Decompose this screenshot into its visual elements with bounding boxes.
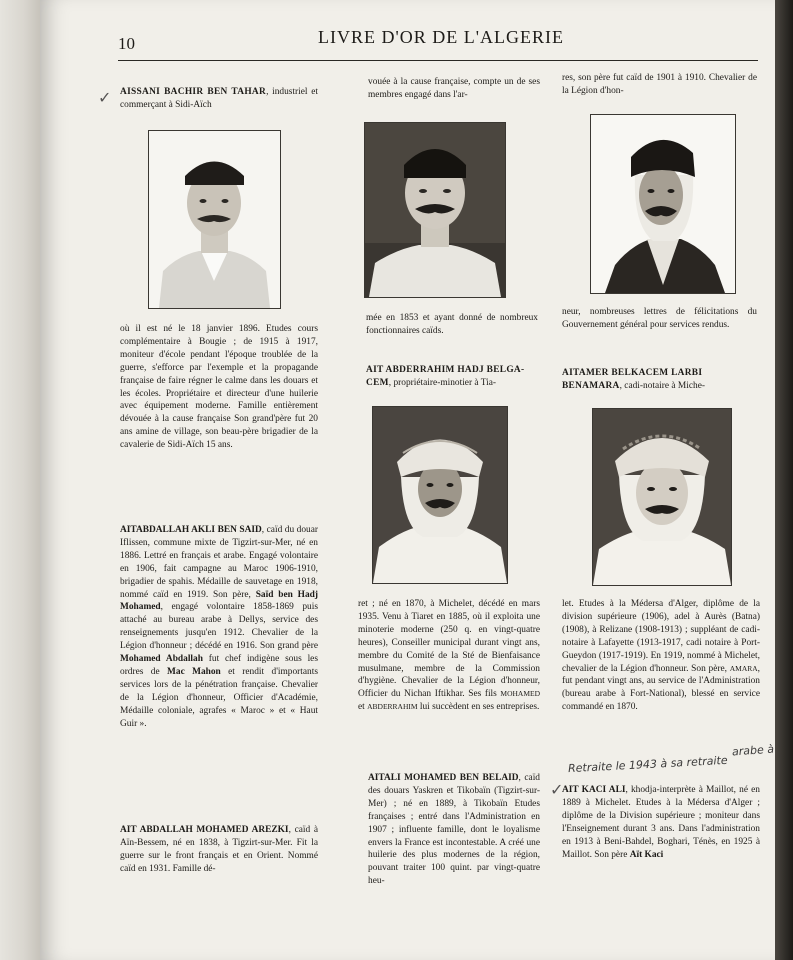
handwritten-note-arabe: arabe à [731, 742, 775, 759]
entry-heading-aissani [120, 86, 318, 112]
entry-name-line2: CEM [366, 377, 389, 388]
page-number: 10 [118, 34, 135, 53]
running-title: LIVRE D'OR DE L'ALGERIE [318, 27, 564, 47]
entry-text: let. Etudes à la Médersa d'Alger, diplôme de la division supérieure (1906), adel à Aurès (Batna) (1908), à Relizane (1908-1913) ; suppléant de cadi-notaire à Lafayette (1913-1917, cadi notaire à Port-Gueydon (1917-1919). En 1919, nommé à Michelet, chevalier de la Légion d'honneur. Son père, [562, 599, 760, 674]
entry-text: ret ; né en 1870, à Michelet, décédé en mars 1935. Venu à Tiaret en 1885, où il exploita une minoterie moderne (250 q. en vingt-quatre heures), Conseiller municipal durant vingt ans, membre du Comité de la Sté de Bienfaisance musulmane, membre de la Commission d'hygiène. Chevalier de la Légion d'honneur, Officier du Nichan Iftikhar. Ses fils [358, 599, 540, 700]
father-name: Aït Kaci [629, 849, 664, 860]
entry-text: et [358, 702, 368, 713]
portrait-image [149, 131, 280, 308]
entry-text: , fut pendant vingt ans, au service de l'Administration (bureau arabe à Fort-National), blessé en service commandé en 1870. [562, 663, 760, 713]
father-name: AMARA [729, 663, 758, 673]
entry-text: , engagé volontaire 1858-1869 puis attaché au bureau arabe à Dellys, service des renseignements jusqu'en 1912. Chevalier de la Légion d'honneur ; décédé en 1916. Son grand père [120, 602, 318, 652]
entry-text: , caïd du douar Iflissen, commune mixte de Tigzirt-sur-Mer, né en 1886. Lettré en français et arabe. Engagé volontaire en 1906, fait campagne au Maroc 1906-1910, brigadier de spahis. Médaille de sauvetage en 1918, nommé caïd en 1919. Son père, [120, 525, 318, 600]
portrait-col3-top [590, 114, 736, 294]
entry-name: AIT ABDALLAH MOHAMED AREZKI [120, 825, 289, 835]
entry-text: lui succèdent en ses entreprises. [417, 702, 540, 713]
entry-body-ait-abderrahim [358, 598, 540, 714]
entry-name-line1: AITAMER BELKACEM LARBI [562, 368, 703, 378]
entry-aitabdallah-akli [120, 524, 318, 731]
grandfather-name: Mohamed Abdallah [120, 654, 203, 665]
continued-text: res, son père fut caïd de 1901 à 1910. Chevalier de la Légion d'hon- [562, 73, 757, 96]
entry-text: et rendit d'importants services lors de la pénétration française. Chevalier de la Légion d'honneur, Officier d'Académie, Médaille coloniale, agrafes « Maroc » et « Haut Guir ». [120, 666, 318, 729]
portrait-image [373, 407, 507, 583]
entry-body-aitamer [562, 598, 760, 714]
entry-intro: , propriétaire-minotier à Tia- [388, 377, 497, 388]
portrait-col2-top [364, 122, 506, 298]
portrait-image [591, 115, 735, 293]
entry-name: AIT KACI ALI [562, 785, 626, 795]
entry-body-aissani: où il est né le 18 janvier 1896. Etudes cours complémentaire à Bougie ; de 1915 à 1917, moniteur d'école pendant l'époque troublée de la guerre, s'efforce par l'exemple et la propagande française de faire régner le calme dans les douars et les écoles. Propriétaire et directeur d'une huilerie avec équipement moderne. Famille entièrement dévouée à la cause française Son grand'père fut 20 ans amine de village, son beau-père brigadier de la cavalerie de Sidi-Aïch 15 ans. [120, 324, 318, 451]
son-name: MOHAMED [500, 689, 540, 699]
entry-text: , caïd à Aïn-Bessem, né en 1838, à Tigzirt-sur-Mer. Fit la guerre sur le front français et en Orient. Nommé caïd en 1931. Famille dé- [120, 825, 318, 874]
entry-text: , khodja-interprète à Maillot, né en 1889 à Michelet. Etudes à la Médersa d'Alger ; diplôme de la Division supérieure ; moniteur dans l'Enseignement durant 3 ans. Dans l'administration en 1913 à Beni-Bahdel, Boghari, Ténès, en 1925 à Maillot. Son père [562, 785, 760, 860]
portrait-image [365, 123, 505, 297]
entry-aitali-mohamed [368, 772, 540, 888]
entry-name: AISSANI BACHIR BEN TAHAR [120, 87, 267, 97]
entry-intro: , industriel et commerçant à Sidi-Aïch [120, 87, 318, 110]
portrait-aitamer [592, 408, 732, 586]
page-header [118, 26, 758, 61]
entry-ait-abdallah-mohamed [120, 824, 318, 876]
entry-name: AITALI MOHAMED BEN BELAID [368, 773, 519, 783]
page-gutter-shadow [0, 0, 40, 960]
entry-name-line2: BENAMARA [562, 380, 620, 391]
entry-text: , caïd des douars Yaskren et Tikobaïn (Tigzirt-sur-Mer) ; né en 1889, à Tikobaïn Etudes françaises ; entré dans l'Administration en 1907 ; influente famille, dont le loyalisme envers la France est incontestable. A créé une huilerie des plus modernes de la région, pouvant traiter 100 quint. par vingt-quatre heu- [368, 773, 540, 887]
continued-text: neur, nombreuses lettres de félicitations du Gouvernement général pour services rendus. [562, 307, 757, 330]
continued-text: vouée à la cause française, compte un de ses membres engagé dans l'ar- [368, 77, 540, 100]
continued-text: mée en 1853 et ayant donné de nombreux fonctionnaires caïds. [366, 313, 538, 336]
pencil-check-mark: ✓ [550, 780, 564, 799]
pencil-check-mark: ✓ [98, 88, 112, 107]
entry-heading-aitamer [562, 367, 757, 393]
handwritten-note-retraite: Retraite le 1943 à sa retraite [567, 753, 728, 776]
entry-text: fut chef indigène sous les ordres de [120, 654, 318, 677]
portrait-ait-abderrahim [372, 406, 508, 584]
father-name: Saïd ben Hadj Mohamed [120, 589, 318, 613]
entry-heading-ait-abderrahim [366, 364, 536, 390]
entry-name-line1: AIT ABDERRAHIM HADJ BELGA- [366, 365, 525, 375]
portrait-image [593, 409, 731, 585]
entry-intro: , cadi-notaire à Miche- [619, 380, 705, 391]
portrait-aissani [148, 130, 281, 309]
son-name: ABDERRAHIM [367, 702, 418, 712]
entry-name: AITABDALLAH AKLI BEN SAID [120, 525, 262, 535]
commander-name: Mac Mahon [167, 666, 221, 677]
entry-ait-kaci-ali [562, 784, 760, 861]
page-edge [775, 0, 793, 960]
